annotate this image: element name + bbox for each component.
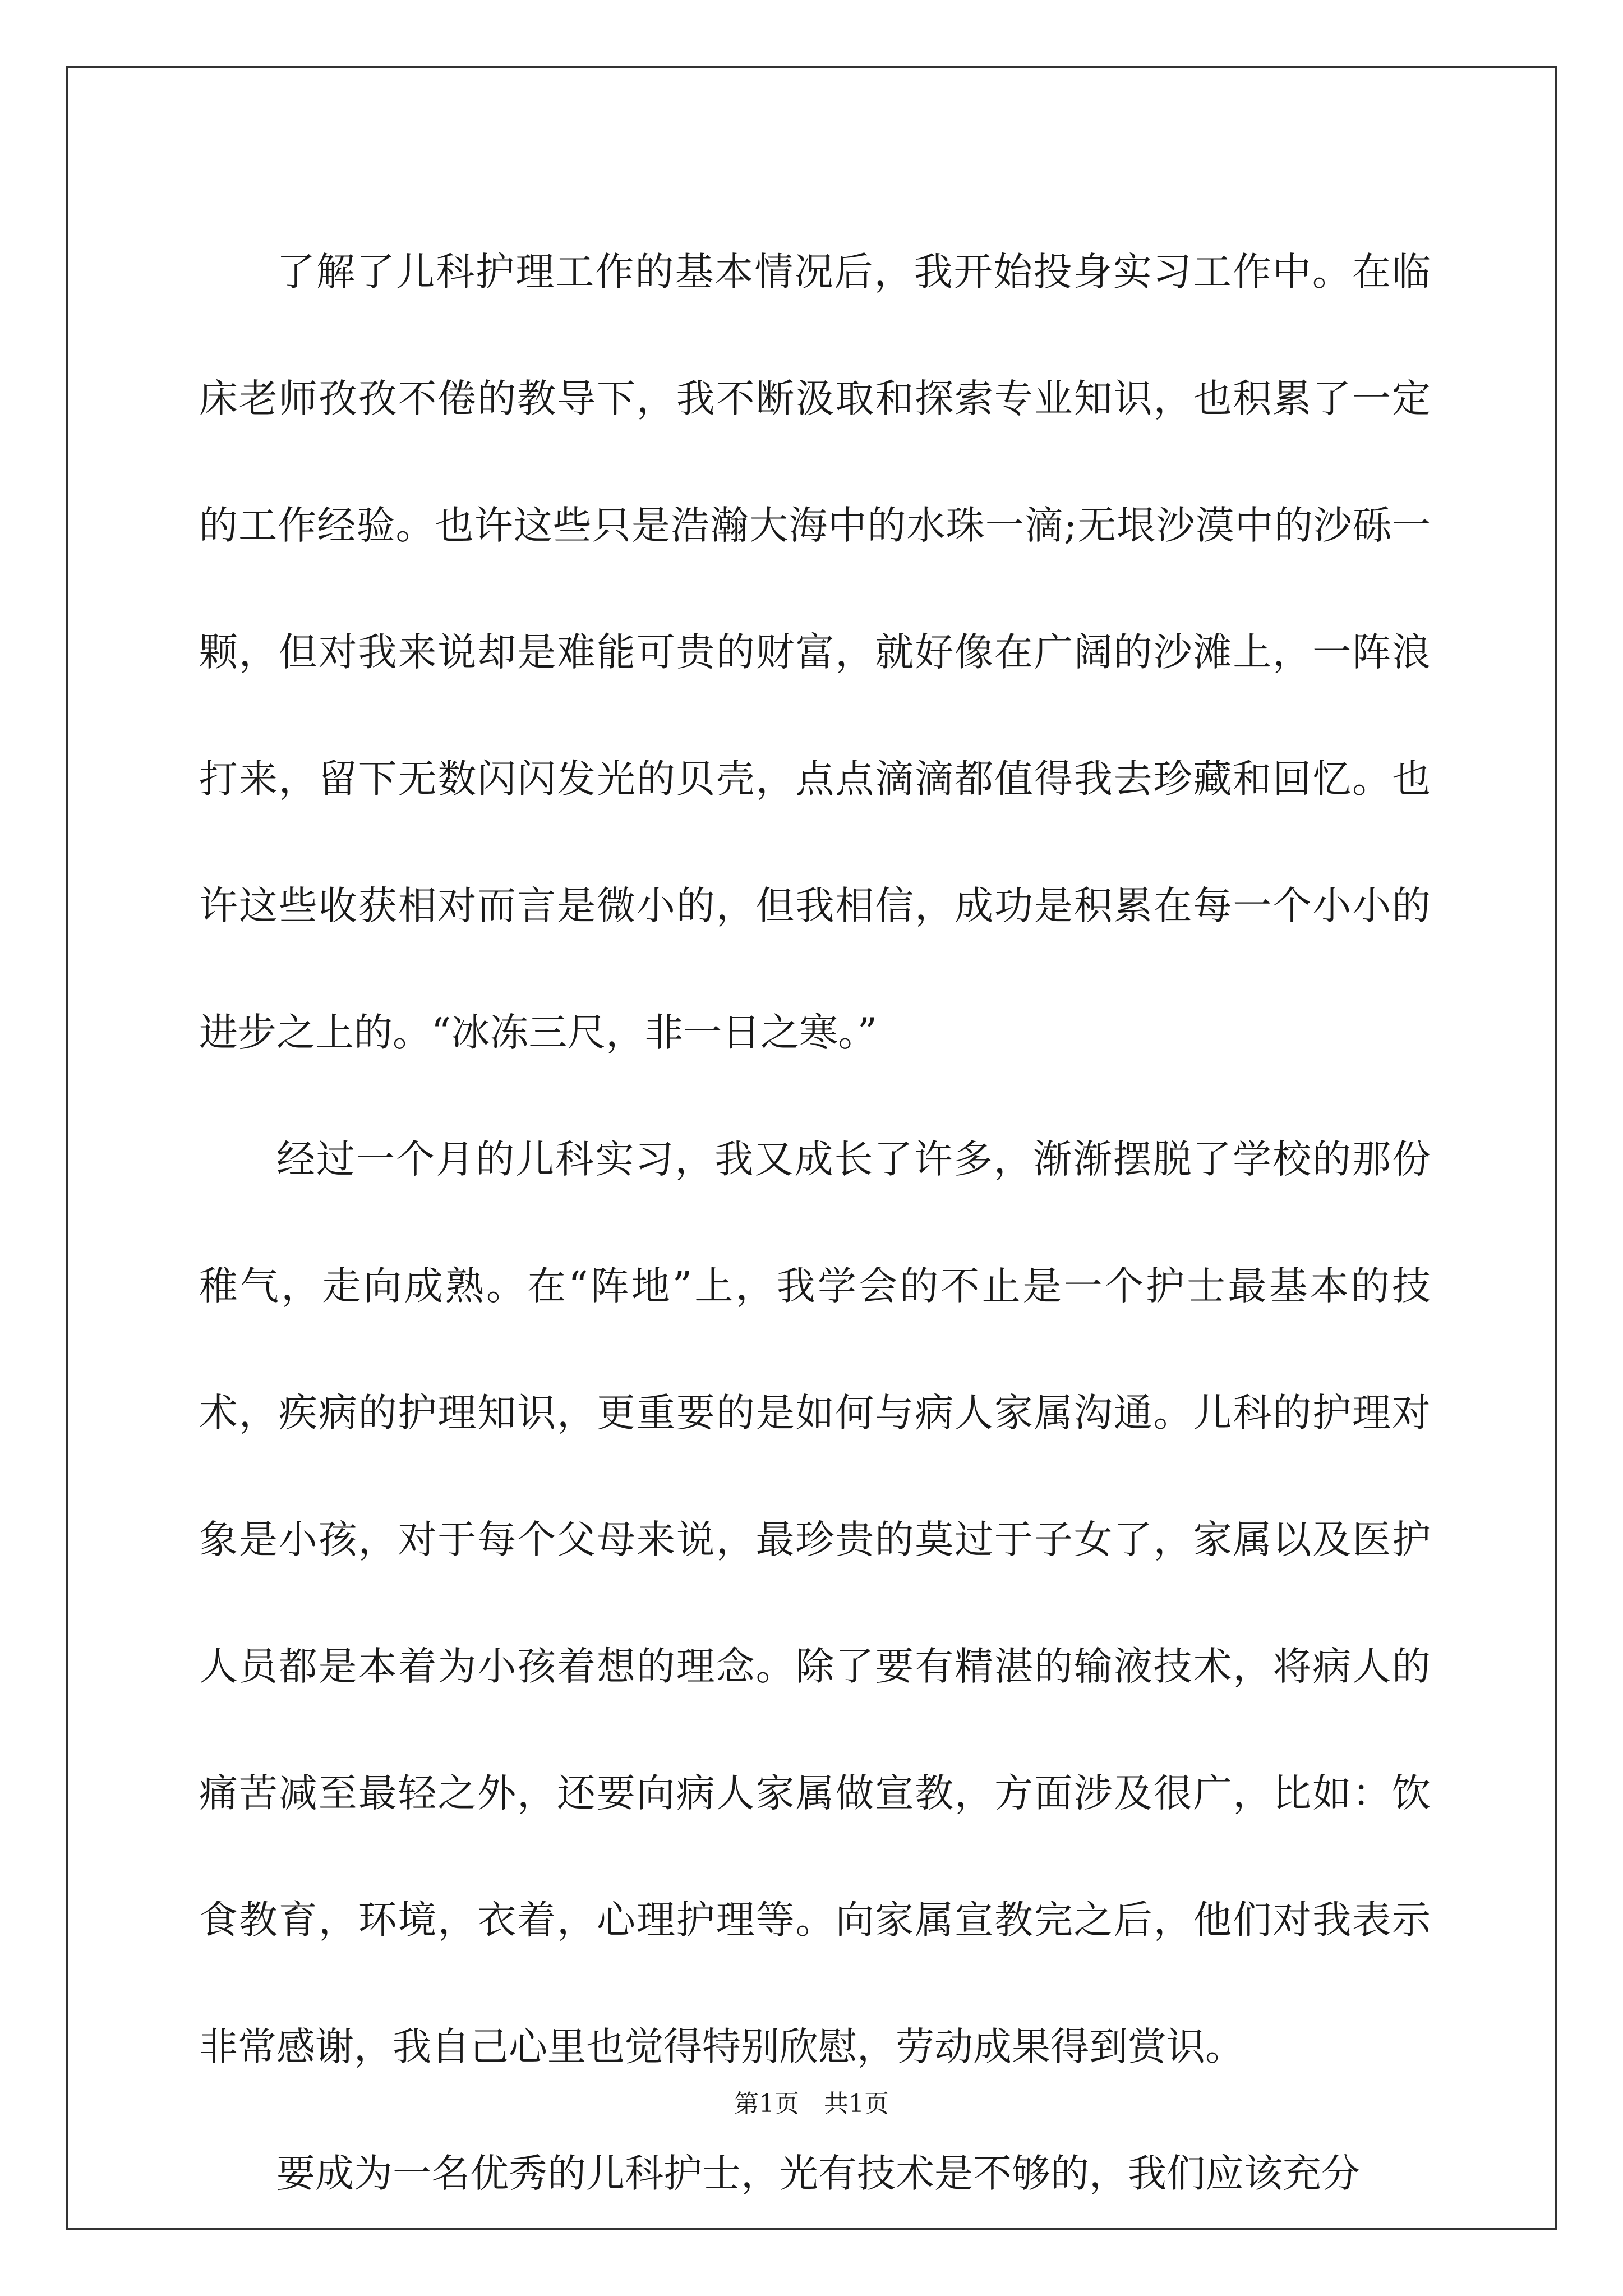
paragraph-2: 经过一个月的儿科实习，我又成长了许多，渐渐摆脱了学校的那份稚气，走向成熟。在“阵地”上，我学会的不止是一个护士最基本的技术，疾病的护理知识，更重要的是如何与病人家属沟通。儿科的护理对象是小孩，对于每个父母来说，最珍贵的莫过于子女了，家属以及医护人员都是本着为小孩着想的理念。除了要有精湛的输液技术，将病人的痛苦减至最轻之外，还要向病人家属做宣教，方面涉及很广，比如：饮食教育，环境，衣着，心理护理等。向家属宣教完之后，他们对我表示非常感谢，我自己心里也觉得特别欣慰，劳动成果得到赏识。	[199, 1137, 1431, 2069]
page-number-footer: 第1页 共1页	[734, 2090, 889, 2118]
document-body	[199, 209, 1431, 2237]
paragraph-1: 了解了儿科护理工作的基本情况后，我开始投身实习工作中。在临床老师孜孜不倦的教导下，我不断汲取和探索专业知识，也积累了一定的工作经验。也许这些只是浩瀚大海中的水珠一滴;无垠沙漠中的沙砾一颗，但对我来说却是难能可贵的财富，就好像在广阔的沙滩上，一阵浪打来，留下无数闪闪发光的贝壳，点点滴滴都值得我去珍藏和回忆。也许这些收获相对而言是微小的，但我相信，成功是积累在每一个小小的进步之上的。“冰冻三尺，非一日之寒。”	[199, 250, 1431, 1055]
paragraph-3: 要成为一名优秀的儿科护士，光有技术是不够的，我们应该充分	[276, 2151, 1360, 2196]
